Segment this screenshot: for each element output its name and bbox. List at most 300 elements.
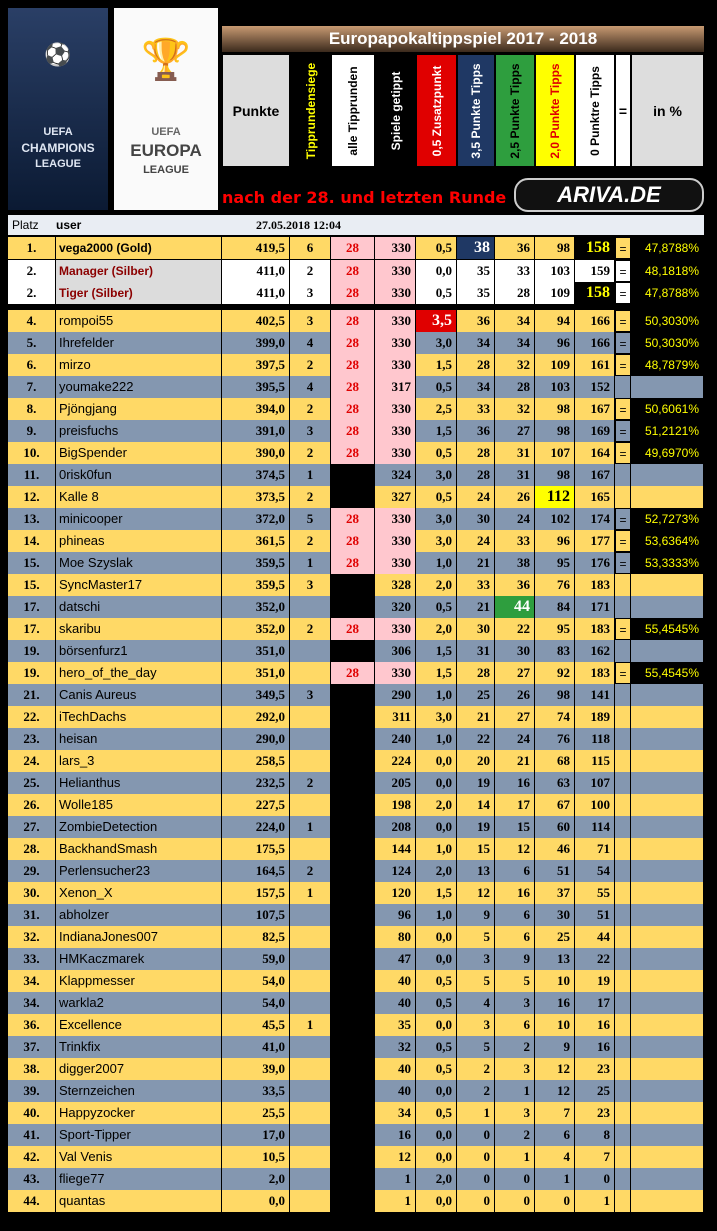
cell-wins: 1	[290, 882, 331, 904]
table-row	[8, 992, 704, 1014]
cell-wins: 2	[290, 772, 331, 794]
cell-games: 330	[375, 310, 416, 332]
cell-p35: 28	[457, 464, 495, 486]
cell-p20: 98	[535, 684, 575, 706]
cell-rounds	[331, 860, 375, 882]
cell-eq: =	[615, 310, 631, 332]
cell-p20: 98	[535, 398, 575, 420]
header-punkte: Punkte	[222, 54, 290, 167]
cell-pct	[631, 1058, 704, 1080]
cell-games: 330	[375, 508, 416, 530]
cell-p20: 4	[535, 1146, 575, 1168]
cell-bonus: 1,5	[416, 354, 457, 376]
header-35-punkte: 3,5 Punkte Tipps	[457, 54, 495, 167]
cell-points: 290,0	[222, 728, 290, 750]
cell-p0: 115	[575, 750, 615, 772]
cell-games: 240	[375, 728, 416, 750]
cell-p0: 8	[575, 1124, 615, 1146]
cell-eq	[615, 750, 631, 772]
cell-games: 208	[375, 816, 416, 838]
table-row	[8, 882, 704, 904]
cell-games: 330	[375, 420, 416, 442]
cell-eq	[615, 970, 631, 992]
cell-p35: 28	[457, 662, 495, 684]
cell-bonus: 0,5	[416, 596, 457, 618]
cell-rounds: 28	[331, 398, 375, 420]
table-row	[8, 354, 704, 376]
table-row	[8, 282, 704, 304]
cell-p0: 107	[575, 772, 615, 794]
cell-rank: 38.	[8, 1058, 56, 1080]
table-row	[8, 640, 704, 662]
cell-user: youmake222	[56, 376, 222, 398]
cell-rank: 15.	[8, 552, 56, 574]
cl-logo-line-1: UEFA	[43, 126, 73, 138]
cell-pct	[631, 992, 704, 1014]
cell-wins	[290, 1036, 331, 1058]
cell-pct	[631, 926, 704, 948]
table-row	[8, 750, 704, 772]
cell-p0: 165	[575, 486, 615, 508]
cell-points: 402,5	[222, 310, 290, 332]
cell-games: 327	[375, 486, 416, 508]
cell-p20: 0	[535, 1190, 575, 1212]
cell-rounds	[331, 948, 375, 970]
cell-wins: 3	[290, 310, 331, 332]
cell-p0: 44	[575, 926, 615, 948]
cell-user: hero_of_the_day	[56, 662, 222, 684]
cell-p20: 13	[535, 948, 575, 970]
cell-user: fliege77	[56, 1168, 222, 1190]
cell-eq	[615, 574, 631, 596]
table-row	[8, 398, 704, 420]
cell-p20: 76	[535, 574, 575, 596]
cell-bonus: 0,5	[416, 970, 457, 992]
cell-wins	[290, 1102, 331, 1124]
cell-p0: 118	[575, 728, 615, 750]
cell-bonus: 0,0	[416, 816, 457, 838]
cell-p35: 24	[457, 530, 495, 552]
cell-wins: 2	[290, 354, 331, 376]
cell-points: 25,5	[222, 1102, 290, 1124]
cell-rank: 6.	[8, 354, 56, 376]
cell-user: BigSpender	[56, 442, 222, 464]
cell-user: Canis Aureus	[56, 684, 222, 706]
cell-p35: 5	[457, 970, 495, 992]
cell-bonus: 0,0	[416, 926, 457, 948]
cell-rank: 4.	[8, 310, 56, 332]
cell-games: 34	[375, 1102, 416, 1124]
cell-eq	[615, 728, 631, 750]
cell-pct: 48,1818%	[631, 260, 704, 282]
cell-bonus: 2,0	[416, 860, 457, 882]
cell-rounds	[331, 1190, 375, 1212]
cell-p20: 25	[535, 926, 575, 948]
cell-eq	[615, 1102, 631, 1124]
cell-games: 306	[375, 640, 416, 662]
cell-p35: 35	[457, 260, 495, 282]
cell-pct	[631, 904, 704, 926]
cell-points: 411,0	[222, 282, 290, 304]
cell-p35: 21	[457, 706, 495, 728]
cell-p0: 100	[575, 794, 615, 816]
cell-points: 17,0	[222, 1124, 290, 1146]
cell-rounds	[331, 486, 375, 508]
cell-points: 359,5	[222, 574, 290, 596]
table-row	[8, 838, 704, 860]
cell-games: 330	[375, 530, 416, 552]
cell-pct: 53,3333%	[631, 552, 704, 574]
cell-points: 258,5	[222, 750, 290, 772]
cell-bonus: 1,0	[416, 684, 457, 706]
cell-pct	[631, 882, 704, 904]
cell-rounds	[331, 772, 375, 794]
cell-p20: 68	[535, 750, 575, 772]
cell-user: heisan	[56, 728, 222, 750]
cell-eq: =	[615, 354, 631, 376]
cell-rounds: 28	[331, 237, 375, 259]
cell-points: 10,5	[222, 1146, 290, 1168]
cell-pct	[631, 684, 704, 706]
table-row	[8, 1058, 704, 1080]
cell-rank: 17.	[8, 596, 56, 618]
cell-games: 96	[375, 904, 416, 926]
cell-bonus: 1,5	[416, 420, 457, 442]
cell-bonus: 0,5	[416, 992, 457, 1014]
cell-eq: =	[615, 442, 631, 464]
cell-bonus: 0,5	[416, 442, 457, 464]
cell-eq	[615, 1146, 631, 1168]
cell-p20: 107	[535, 442, 575, 464]
cell-p25: 27	[495, 420, 535, 442]
cell-p20: 103	[535, 260, 575, 282]
cell-rank: 27.	[8, 816, 56, 838]
cell-rounds: 28	[331, 618, 375, 640]
cell-rank: 33.	[8, 948, 56, 970]
cell-p20: 84	[535, 596, 575, 618]
cell-user: rompoi55	[56, 310, 222, 332]
cell-user: Moe Szyslak	[56, 552, 222, 574]
cell-bonus: 0,0	[416, 1146, 457, 1168]
cell-bonus: 1,0	[416, 728, 457, 750]
cell-user: Wolle185	[56, 794, 222, 816]
cell-user: lars_3	[56, 750, 222, 772]
cell-p25: 15	[495, 816, 535, 838]
cell-rounds: 28	[331, 332, 375, 354]
cell-bonus: 0,0	[416, 1190, 457, 1212]
cell-p20: 12	[535, 1080, 575, 1102]
cell-user: IndianaJones007	[56, 926, 222, 948]
cell-pct	[631, 794, 704, 816]
cell-pct	[631, 1014, 704, 1036]
cell-wins	[290, 1058, 331, 1080]
cell-rounds	[331, 992, 375, 1014]
cell-p25: 16	[495, 772, 535, 794]
cell-points: 352,0	[222, 618, 290, 640]
cell-user: Helianthus	[56, 772, 222, 794]
cell-p35: 34	[457, 332, 495, 354]
cell-rounds	[331, 926, 375, 948]
cell-eq	[615, 794, 631, 816]
cell-p25: 32	[495, 398, 535, 420]
el-logo-line-3: LEAGUE	[143, 164, 189, 176]
cell-rank: 5.	[8, 332, 56, 354]
cell-wins	[290, 948, 331, 970]
cell-rank: 28.	[8, 838, 56, 860]
cell-bonus: 3,0	[416, 706, 457, 728]
cell-rounds	[331, 838, 375, 860]
cell-rank: 39.	[8, 1080, 56, 1102]
cell-p25: 3	[495, 1102, 535, 1124]
cell-user: Xenon_X	[56, 882, 222, 904]
cell-user: Ihrefelder	[56, 332, 222, 354]
cell-rank: 29.	[8, 860, 56, 882]
table-row	[8, 970, 704, 992]
cell-p0: 177	[575, 530, 615, 552]
cell-p20: 46	[535, 838, 575, 860]
cell-wins: 3	[290, 574, 331, 596]
cell-pct	[631, 750, 704, 772]
cell-p25: 34	[495, 332, 535, 354]
cell-p20: 9	[535, 1036, 575, 1058]
header-0-punkte: 0 Punktre Tipps	[575, 54, 615, 167]
cell-user: Excellence	[56, 1014, 222, 1036]
cell-points: 175,5	[222, 838, 290, 860]
cell-rank: 12.	[8, 486, 56, 508]
cell-p0: 162	[575, 640, 615, 662]
cell-bonus: 0,0	[416, 948, 457, 970]
cell-rank: 13.	[8, 508, 56, 530]
cell-rounds	[331, 684, 375, 706]
cell-p25: 38	[495, 552, 535, 574]
cell-games: 290	[375, 684, 416, 706]
cell-p0: 169	[575, 420, 615, 442]
cell-eq	[615, 486, 631, 508]
cell-bonus: 0,0	[416, 1124, 457, 1146]
ball-icon: ⚽	[44, 42, 72, 67]
cell-points: 157,5	[222, 882, 290, 904]
cell-rounds: 28	[331, 310, 375, 332]
cell-eq: =	[615, 260, 631, 282]
cell-p25: 0	[495, 1168, 535, 1190]
cell-p20: 109	[535, 354, 575, 376]
cell-pct: 48,7879%	[631, 354, 704, 376]
cell-p25: 30	[495, 640, 535, 662]
cell-pct: 55,4545%	[631, 618, 704, 640]
cell-pct	[631, 838, 704, 860]
cell-eq	[615, 1190, 631, 1212]
cell-eq	[615, 640, 631, 662]
cell-pct	[631, 574, 704, 596]
cell-wins: 4	[290, 332, 331, 354]
cell-rank: 17.	[8, 618, 56, 640]
cell-p0: 189	[575, 706, 615, 728]
cell-p35: 24	[457, 486, 495, 508]
cell-bonus: 0,5	[416, 1036, 457, 1058]
cell-bonus: 2,0	[416, 618, 457, 640]
page-title: Europapokaltippspiel 2017 - 2018	[222, 26, 704, 52]
table-row	[8, 772, 704, 794]
cell-eq	[615, 1080, 631, 1102]
cell-p35: 28	[457, 442, 495, 464]
cell-bonus: 3,0	[416, 508, 457, 530]
cell-eq	[615, 1058, 631, 1080]
cell-rounds: 28	[331, 552, 375, 574]
cell-rounds: 28	[331, 508, 375, 530]
cell-rank: 34.	[8, 992, 56, 1014]
cell-bonus: 0,0	[416, 750, 457, 772]
cell-wins: 3	[290, 282, 331, 304]
cell-p0: 16	[575, 1014, 615, 1036]
cell-eq: =	[615, 618, 631, 640]
cell-eq	[615, 464, 631, 486]
cell-eq	[615, 684, 631, 706]
cell-user: HMKaczmarek	[56, 948, 222, 970]
cell-p35: 20	[457, 750, 495, 772]
cell-p0: 22	[575, 948, 615, 970]
cell-rounds	[331, 1036, 375, 1058]
cell-p20: 67	[535, 794, 575, 816]
cell-points: 399,0	[222, 332, 290, 354]
cell-p20: 63	[535, 772, 575, 794]
cell-rank: 9.	[8, 420, 56, 442]
cell-rank: 23.	[8, 728, 56, 750]
cell-rounds	[331, 750, 375, 772]
cell-p20: 98	[535, 420, 575, 442]
cell-p20: 16	[535, 992, 575, 1014]
cell-rank: 42.	[8, 1146, 56, 1168]
cell-points: 45,5	[222, 1014, 290, 1036]
cell-p35: 19	[457, 816, 495, 838]
cell-wins	[290, 706, 331, 728]
cell-games: 324	[375, 464, 416, 486]
cell-points: 227,5	[222, 794, 290, 816]
cell-rank: 10.	[8, 442, 56, 464]
table-row	[8, 442, 704, 464]
cell-games: 1	[375, 1190, 416, 1212]
cell-p20: 95	[535, 552, 575, 574]
cell-p0: 171	[575, 596, 615, 618]
cell-p20: 6	[535, 1124, 575, 1146]
cell-p35: 1	[457, 1102, 495, 1124]
cell-games: 16	[375, 1124, 416, 1146]
cell-p25: 27	[495, 706, 535, 728]
table-row	[8, 530, 704, 552]
cell-p0: 23	[575, 1058, 615, 1080]
cell-p25: 28	[495, 282, 535, 304]
table-row	[8, 508, 704, 530]
cell-points: 39,0	[222, 1058, 290, 1080]
table-meta-row	[8, 215, 704, 235]
table-row	[8, 926, 704, 948]
cell-user: Klappmesser	[56, 970, 222, 992]
cell-p35: 15	[457, 838, 495, 860]
cell-p20: 51	[535, 860, 575, 882]
cell-p35: 38	[457, 237, 495, 259]
cell-rounds	[331, 1146, 375, 1168]
cell-eq	[615, 882, 631, 904]
cell-games: 40	[375, 992, 416, 1014]
cell-eq: =	[615, 332, 631, 354]
cell-eq	[615, 1124, 631, 1146]
cell-user: Manager (Silber)	[56, 260, 222, 282]
cell-wins	[290, 1124, 331, 1146]
cell-rank: 14.	[8, 530, 56, 552]
cell-games: 198	[375, 794, 416, 816]
cell-user: 0risk0fun	[56, 464, 222, 486]
cell-points: 164,5	[222, 860, 290, 882]
cell-user: abholzer	[56, 904, 222, 926]
cell-p35: 0	[457, 1168, 495, 1190]
cell-p35: 36	[457, 310, 495, 332]
cell-points: 352,0	[222, 596, 290, 618]
cell-p25: 26	[495, 486, 535, 508]
cell-points: 361,5	[222, 530, 290, 552]
table-row	[8, 948, 704, 970]
cell-user: quantas	[56, 1190, 222, 1212]
cell-eq: =	[615, 282, 631, 304]
cell-pct: 51,2121%	[631, 420, 704, 442]
cell-wins	[290, 728, 331, 750]
cell-wins: 1	[290, 552, 331, 574]
cell-p0: 71	[575, 838, 615, 860]
cell-user: mirzo	[56, 354, 222, 376]
cell-user: Sport-Tipper	[56, 1124, 222, 1146]
cell-rounds	[331, 1102, 375, 1124]
cell-p0: 54	[575, 860, 615, 882]
cell-p20: 10	[535, 1014, 575, 1036]
header-20-punkte: 2,0 Punkte Tipps	[535, 54, 575, 167]
cell-p35: 33	[457, 398, 495, 420]
cell-bonus: 3,0	[416, 530, 457, 552]
cell-p20: 103	[535, 376, 575, 398]
cell-rounds: 28	[331, 530, 375, 552]
cell-p20: 74	[535, 706, 575, 728]
cell-wins: 2	[290, 260, 331, 282]
cell-rounds	[331, 1080, 375, 1102]
cell-wins: 1	[290, 464, 331, 486]
cell-p25: 36	[495, 237, 535, 259]
cell-wins	[290, 992, 331, 1014]
cell-rank: 34.	[8, 970, 56, 992]
cell-p25: 6	[495, 860, 535, 882]
cell-user: Sternzeichen	[56, 1080, 222, 1102]
cell-bonus: 0,0	[416, 772, 457, 794]
table-row	[8, 464, 704, 486]
platz-label: Platz	[12, 218, 39, 232]
cell-bonus: 0,0	[416, 1080, 457, 1102]
cell-eq	[615, 1036, 631, 1058]
cell-points: 224,0	[222, 816, 290, 838]
cell-p20: 96	[535, 530, 575, 552]
round-subtitle: nach der 28. und letzten Runde	[222, 188, 507, 207]
cell-points: 107,5	[222, 904, 290, 926]
cell-bonus: 0,5	[416, 376, 457, 398]
cell-p20: 95	[535, 618, 575, 640]
cell-p0: 183	[575, 618, 615, 640]
cell-points: 349,5	[222, 684, 290, 706]
cell-pct	[631, 860, 704, 882]
cell-eq: =	[615, 552, 631, 574]
cell-games: 330	[375, 618, 416, 640]
cell-points: 54,0	[222, 992, 290, 1014]
cell-points: 351,0	[222, 640, 290, 662]
cell-bonus: 0,5	[416, 237, 457, 259]
cell-points: 33,5	[222, 1080, 290, 1102]
cell-eq	[615, 1168, 631, 1190]
cell-p20: 60	[535, 816, 575, 838]
el-logo-line-1: UEFA	[151, 126, 181, 138]
